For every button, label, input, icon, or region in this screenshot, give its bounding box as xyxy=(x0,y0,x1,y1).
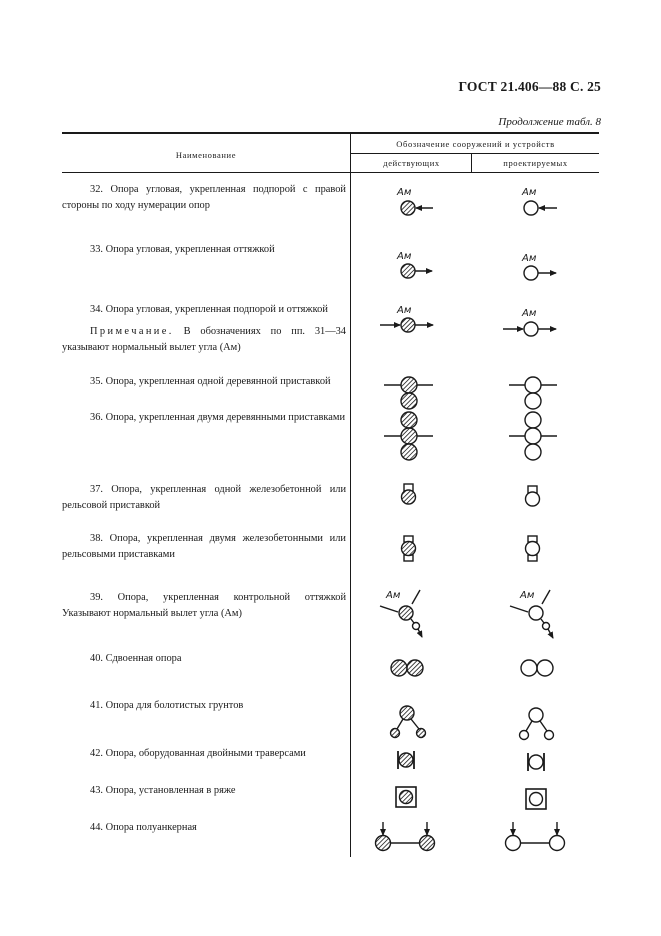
symbol-35-designed xyxy=(509,377,557,409)
symbol-42-designed xyxy=(528,753,544,771)
note-text: В обозначениях по пп. 31—34 указывают нормальный вылет угла (Ам) xyxy=(62,326,346,353)
am-label: Ам xyxy=(397,251,412,262)
symbol-32-designed xyxy=(521,187,557,215)
am-label: Ам xyxy=(522,308,537,319)
row-36-name: 36. Опора, укрепленная двумя деревянными приставками xyxy=(90,412,346,423)
symbol-33-designed xyxy=(521,253,556,280)
row-44-name: 44. Опора полуанкерная xyxy=(90,822,197,833)
symbol-41-designed xyxy=(520,708,554,740)
symbol-40-existing xyxy=(391,660,423,676)
symbol-43-designed xyxy=(526,789,546,809)
am-label: Ам xyxy=(386,590,401,601)
symbol-39-existing xyxy=(380,590,422,637)
symbol-36-designed xyxy=(509,412,557,460)
note-label: Примечание. xyxy=(90,326,174,337)
row-35-name: 35. Опора, укрепленная одной деревянной приставкой xyxy=(90,376,331,387)
symbol-34-designed xyxy=(503,308,556,336)
symbol-38-designed xyxy=(526,536,540,561)
header-designation: Обозначение сооружений и устройств xyxy=(396,139,555,149)
symbol-32-existing xyxy=(396,187,433,215)
row-37-name: 37. Опора, укрепленная одной железобетонной или рельсовой приставкой xyxy=(62,484,346,511)
row-38-name: 38. Опора, укрепленная двумя железобетонными или рельсовыми приставками xyxy=(62,533,346,560)
am-label: Ам xyxy=(522,187,537,198)
am-label: Ам xyxy=(397,187,412,198)
am-label: Ам xyxy=(397,305,412,316)
symbol-42-existing xyxy=(398,751,414,769)
symbol-41-existing xyxy=(391,706,426,738)
symbol-34-existing xyxy=(380,305,433,332)
header-existing: действующих xyxy=(383,158,440,168)
page-header: ГОСТ 21.406—88 С. 25 xyxy=(458,79,601,94)
symbol-36-existing xyxy=(384,412,433,460)
table-continuation-label: Продолжение табл. 8 xyxy=(498,116,601,128)
symbol-39-designed xyxy=(510,590,553,638)
row-32-name: 32. Опора угловая, укрепленная подпорой с правой стороны по ходу нумерации опор xyxy=(62,184,346,211)
row-33-name: 33. Опора угловая, укрепленная оттяжкой xyxy=(90,244,275,255)
row-39-name: 39. Опора, укрепленная контрольной оттяжкой Указывают нормальный вылет угла (Ам) xyxy=(62,592,346,619)
row-34-name: 34. Опора угловая, укрепленная подпорой и оттяжкой xyxy=(90,304,328,315)
row-43-name: 43. Опора, установленная в ряже xyxy=(90,785,236,796)
symbol-38-existing xyxy=(402,536,416,561)
am-label: Ам xyxy=(520,590,535,601)
symbol-44-designed xyxy=(506,822,565,851)
symbol-37-existing xyxy=(402,484,416,504)
am-label: Ам xyxy=(522,253,537,264)
row-41-name: 41. Опора для болотистых грунтов xyxy=(90,700,244,711)
symbol-35-existing xyxy=(384,377,433,409)
symbol-33-existing xyxy=(396,251,432,278)
symbol-44-existing xyxy=(376,822,435,851)
header-designed: проектируемых xyxy=(503,158,568,168)
symbol-37-designed xyxy=(526,486,540,506)
row-40-name: 40. Сдвоенная опора xyxy=(90,653,182,664)
symbol-43-existing xyxy=(396,787,416,807)
row-42-name: 42. Опора, оборудованная двойными траверсами xyxy=(90,748,306,759)
symbol-40-designed xyxy=(521,660,553,676)
header-name: Наименование xyxy=(175,150,237,160)
